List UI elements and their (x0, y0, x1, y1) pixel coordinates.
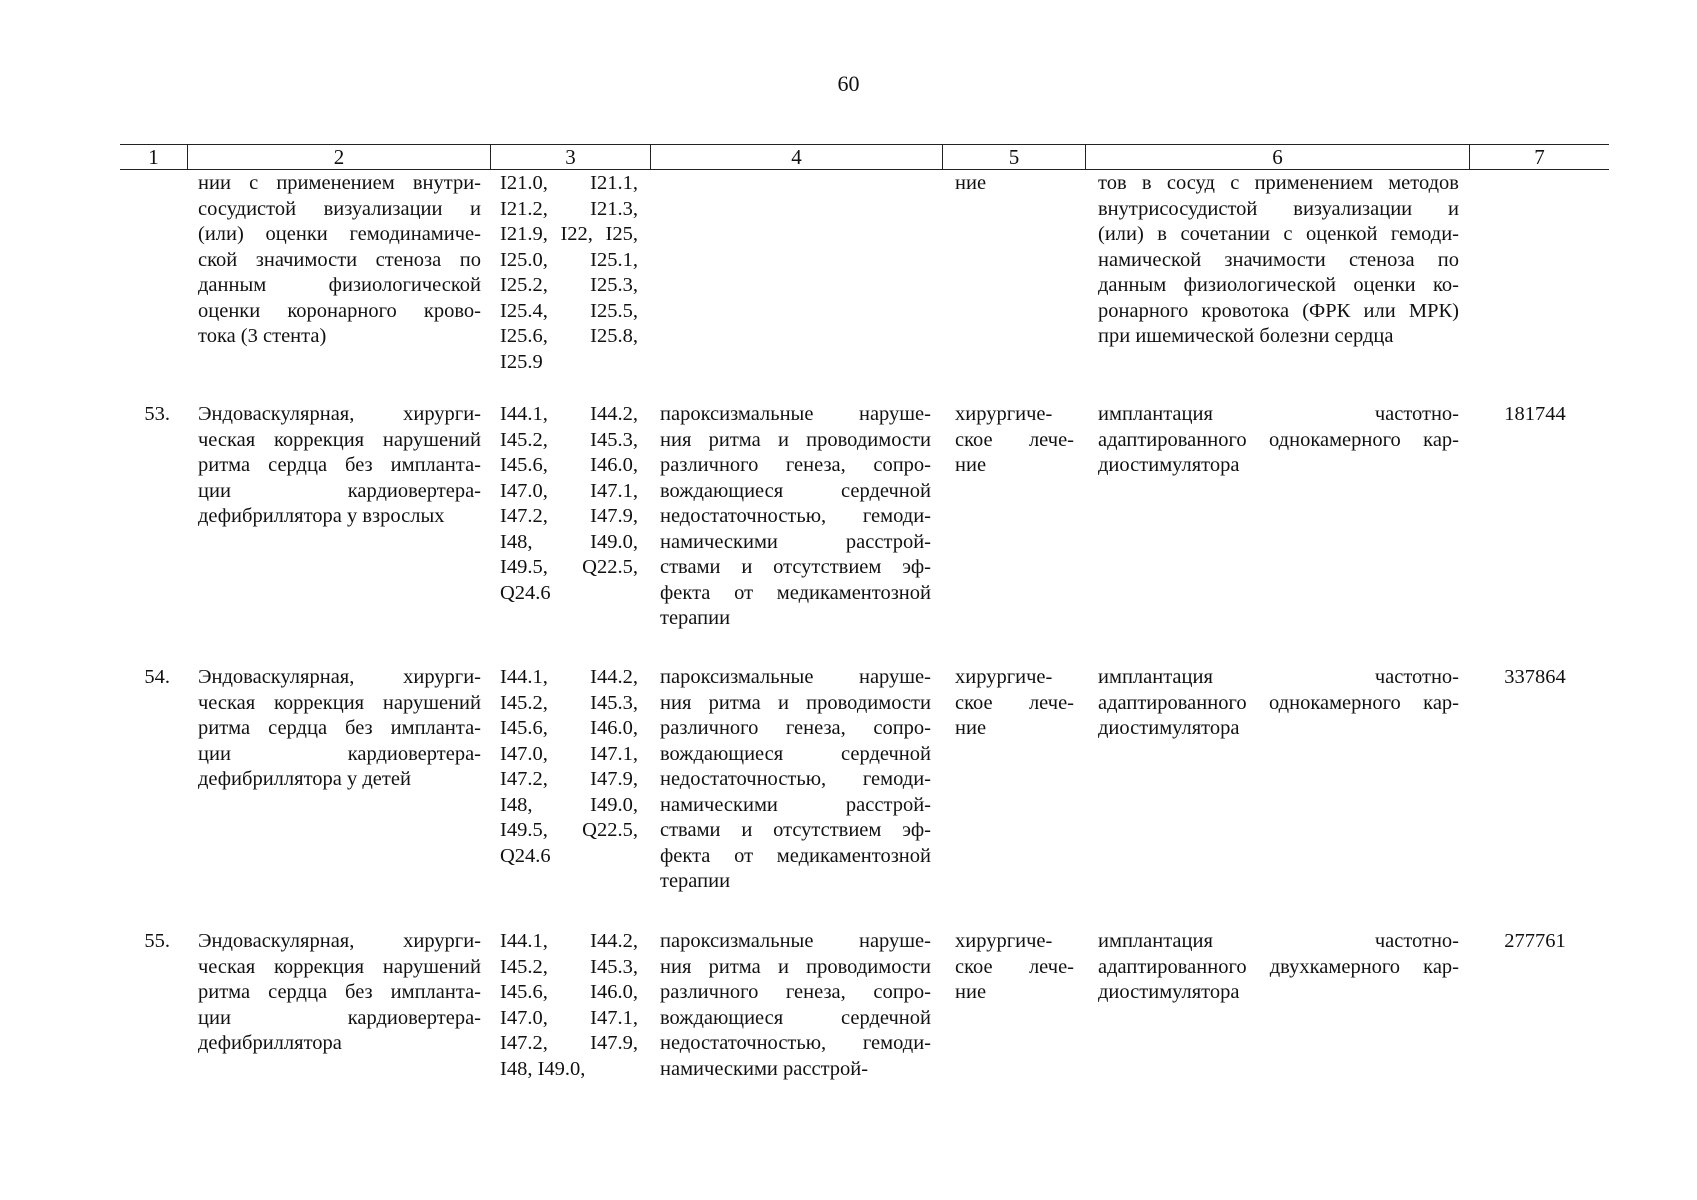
procedure-name-line: ской значимости стеноза по (198, 248, 481, 271)
patient-model-line: ствами и отсутствием эф- (660, 819, 931, 841)
patient-model-line: терапии (660, 607, 731, 629)
patient-model-line: недостаточностью, гемоди- (660, 1032, 931, 1054)
procedure-name-line: ции кардиовертера- (198, 742, 481, 765)
icd-codes-line: I45.6, I46.0, (500, 717, 638, 739)
patient-model-line: фекта от медикаментозной (660, 844, 931, 867)
icd-codes-line: I21.9, I22, I25, (500, 223, 638, 245)
treatment-type-line: ское лече- (955, 955, 1074, 978)
patient-model-line: недостаточностью, гемоди- (660, 505, 931, 527)
icd-codes-line: I44.1, I44.2, (500, 403, 638, 425)
patient-model-line: намическими расстрой- (660, 1057, 869, 1080)
procedure-name (198, 665, 481, 793)
treatment-method-line: имплантация частотно- (1098, 666, 1459, 688)
treatment-type (955, 171, 1074, 197)
procedure-name-line: оценки коронарного крово- (198, 299, 481, 322)
patient-model-line: ствами и отсутствием эф- (660, 556, 931, 578)
icd-codes-line: I47.2, I47.9, (500, 1032, 638, 1054)
procedure-name-line: Эндоваскулярная, хирурги- (198, 403, 481, 425)
procedure-name-line: Эндоваскулярная, хирурги- (198, 930, 481, 952)
icd-codes-line: I45.6, I46.0, (500, 981, 638, 1003)
patient-model-line: различного генеза, сопро- (660, 717, 931, 739)
patient-model-line: ния ритма и проводимости (660, 955, 931, 978)
icd-codes-line: I25.2, I25.3, (500, 274, 638, 296)
icd-codes-line: I21.2, I21.3, (500, 197, 638, 220)
icd-codes-line: I44.1, I44.2, (500, 666, 638, 688)
procedure-name-line: ритма сердца без импланта- (198, 981, 481, 1003)
icd-codes (500, 171, 638, 375)
patient-model-line: недостаточностью, гемоди- (660, 768, 931, 790)
procedure-name-line: дефибриллятора (198, 1032, 342, 1054)
treatment-type (955, 929, 1074, 1006)
column-header-2: 2 (187, 145, 490, 169)
procedure-name-line: Эндоваскулярная, хирурги- (198, 666, 481, 688)
treatment-type-line: ское лече- (955, 428, 1074, 451)
page-number: 60 (837, 71, 860, 96)
procedure-name-line: дефибриллятора у детей (198, 768, 411, 790)
treatment-method-line: данным физиологической оценки ко- (1098, 274, 1459, 296)
procedure-name-line: сосудистой визуализации и (198, 197, 481, 220)
icd-codes-line: I47.0, I47.1, (500, 479, 638, 502)
patient-model-line: фекта от медикаментозной (660, 581, 931, 604)
patient-model-line: пароксизмальные наруше- (660, 403, 931, 425)
icd-codes-line: I48, I49.0, (500, 793, 638, 816)
icd-codes (500, 665, 638, 869)
treatment-method (1098, 665, 1459, 742)
treatment-type-line: хирургиче- (955, 403, 1053, 425)
column-header-3: 3 (490, 145, 650, 169)
patient-model-line: различного генеза, сопро- (660, 454, 931, 476)
patient-model-line: намическими расстрой- (660, 530, 931, 553)
procedure-name (198, 171, 481, 350)
treatment-method-line: адаптированного однокамерного кар- (1098, 691, 1459, 714)
treatment-method-line: внутрисосудистой визуализации и (1098, 197, 1459, 220)
icd-codes-line: I47.0, I47.1, (500, 1006, 638, 1029)
treatment-type-line: ние (955, 172, 987, 194)
patient-model-line: вождающиеся сердечной (660, 742, 931, 765)
table-header (120, 144, 1609, 170)
cost-value: 337864 (1504, 666, 1566, 688)
treatment-method-line: адаптированного однокамерного кар- (1098, 428, 1459, 451)
patient-model-line: намическими расстрой- (660, 793, 931, 816)
procedure-name-line: нии с применением внутри- (198, 172, 481, 194)
treatment-method-line: при ишемической болезни сердца (1098, 325, 1394, 347)
patient-model-line: пароксизмальные наруше- (660, 930, 931, 952)
icd-codes-line: Q24.6 (500, 581, 551, 604)
icd-codes-line: I25.4, I25.5, (500, 299, 638, 322)
cost-value: 277761 (1504, 930, 1566, 952)
patient-model-line: пароксизмальные наруше- (660, 666, 931, 688)
procedure-name-line: данным физиологической (198, 274, 481, 296)
icd-codes-line: I25.0, I25.1, (500, 248, 638, 271)
icd-codes-line: I25.9 (500, 350, 543, 373)
treatment-type-line: хирургиче- (955, 930, 1053, 952)
treatment-method-line: ронарного кровотока (ФРК или МРК) (1098, 299, 1459, 322)
patient-model-line: вождающиеся сердечной (660, 1006, 931, 1029)
patient-model-line: вождающиеся сердечной (660, 479, 931, 502)
icd-codes-line: I47.2, I47.9, (500, 768, 638, 790)
procedure-name-line: ческая коррекция нарушений (198, 428, 481, 451)
icd-codes-line: I48, I49.0, (500, 1057, 586, 1080)
treatment-type (955, 402, 1074, 479)
patient-model (660, 665, 931, 895)
procedure-name-line: ритма сердца без импланта- (198, 717, 481, 739)
treatment-method-line: тов в сосуд с применением методов (1098, 172, 1459, 194)
cost-value: 181744 (1504, 403, 1566, 425)
patient-model-line: терапии (660, 870, 731, 892)
procedure-name-line: ческая коррекция нарушений (198, 955, 481, 978)
procedure-name-line: дефибриллятора у взрослых (198, 505, 445, 527)
icd-codes-line: I44.1, I44.2, (500, 930, 638, 952)
column-header-6: 6 (1085, 145, 1469, 169)
treatment-method-line: диостимулятора (1098, 981, 1240, 1003)
icd-codes-line: I47.0, I47.1, (500, 742, 638, 765)
column-header-7: 7 (1469, 145, 1609, 169)
treatment-type-line: ние (955, 717, 987, 739)
icd-codes-line: I45.2, I45.3, (500, 428, 638, 451)
patient-model (660, 402, 931, 632)
icd-codes (500, 929, 638, 1082)
icd-codes-line: I49.5, Q22.5, (500, 819, 638, 841)
icd-codes-line: I47.2, I47.9, (500, 505, 638, 527)
icd-codes-line: I45.2, I45.3, (500, 691, 638, 714)
patient-model-line: ния ритма и проводимости (660, 691, 931, 714)
treatment-method-line: (или) в сочетании с оценкой гемоди- (1098, 223, 1459, 245)
row-number: 55. (144, 930, 170, 952)
treatment-type-line: хирургиче- (955, 666, 1053, 688)
icd-codes-line: I45.6, I46.0, (500, 454, 638, 476)
column-header-4: 4 (650, 145, 942, 169)
treatment-method-line: диостимулятора (1098, 717, 1240, 739)
icd-codes-line: I49.5, Q22.5, (500, 556, 638, 578)
procedure-name-line: ческая коррекция нарушений (198, 691, 481, 714)
icd-codes-line: Q24.6 (500, 844, 551, 867)
treatment-method-line: имплантация частотно- (1098, 930, 1459, 952)
patient-model-line: ния ритма и проводимости (660, 428, 931, 451)
column-header-1: 1 (148, 145, 159, 169)
treatment-type (955, 665, 1074, 742)
procedure-name-line: ритма сердца без импланта- (198, 454, 481, 476)
icd-codes-line: I25.6, I25.8, (500, 325, 638, 347)
patient-model-line: различного генеза, сопро- (660, 981, 931, 1003)
procedure-name (198, 402, 481, 530)
treatment-method-line: адаптированного двухкамерного кар- (1098, 955, 1459, 978)
procedure-name (198, 929, 481, 1057)
treatment-method-line: намической значимости стеноза по (1098, 248, 1459, 271)
treatment-type-line: ское лече- (955, 691, 1074, 714)
procedure-name-line: тока (3 стента) (198, 325, 327, 347)
procedure-name-line: ции кардиовертера- (198, 1006, 481, 1029)
treatment-method-line: диостимулятора (1098, 454, 1240, 476)
treatment-method (1098, 402, 1459, 479)
procedure-name-line: (или) оценки гемодинамиче- (198, 223, 481, 245)
icd-codes-line: I45.2, I45.3, (500, 955, 638, 978)
treatment-type-line: ние (955, 981, 987, 1003)
row-number: 53. (144, 403, 170, 425)
patient-model (660, 929, 931, 1082)
treatment-method-line: имплантация частотно- (1098, 403, 1459, 425)
row-number: 54. (144, 666, 170, 688)
treatment-method (1098, 171, 1459, 350)
treatment-type-line: ние (955, 454, 987, 476)
column-header-5: 5 (942, 145, 1085, 169)
icd-codes-line: I48, I49.0, (500, 530, 638, 553)
icd-codes (500, 402, 638, 606)
icd-codes-line: I21.0, I21.1, (500, 172, 638, 194)
procedure-name-line: ции кардиовертера- (198, 479, 481, 502)
treatment-method (1098, 929, 1459, 1006)
